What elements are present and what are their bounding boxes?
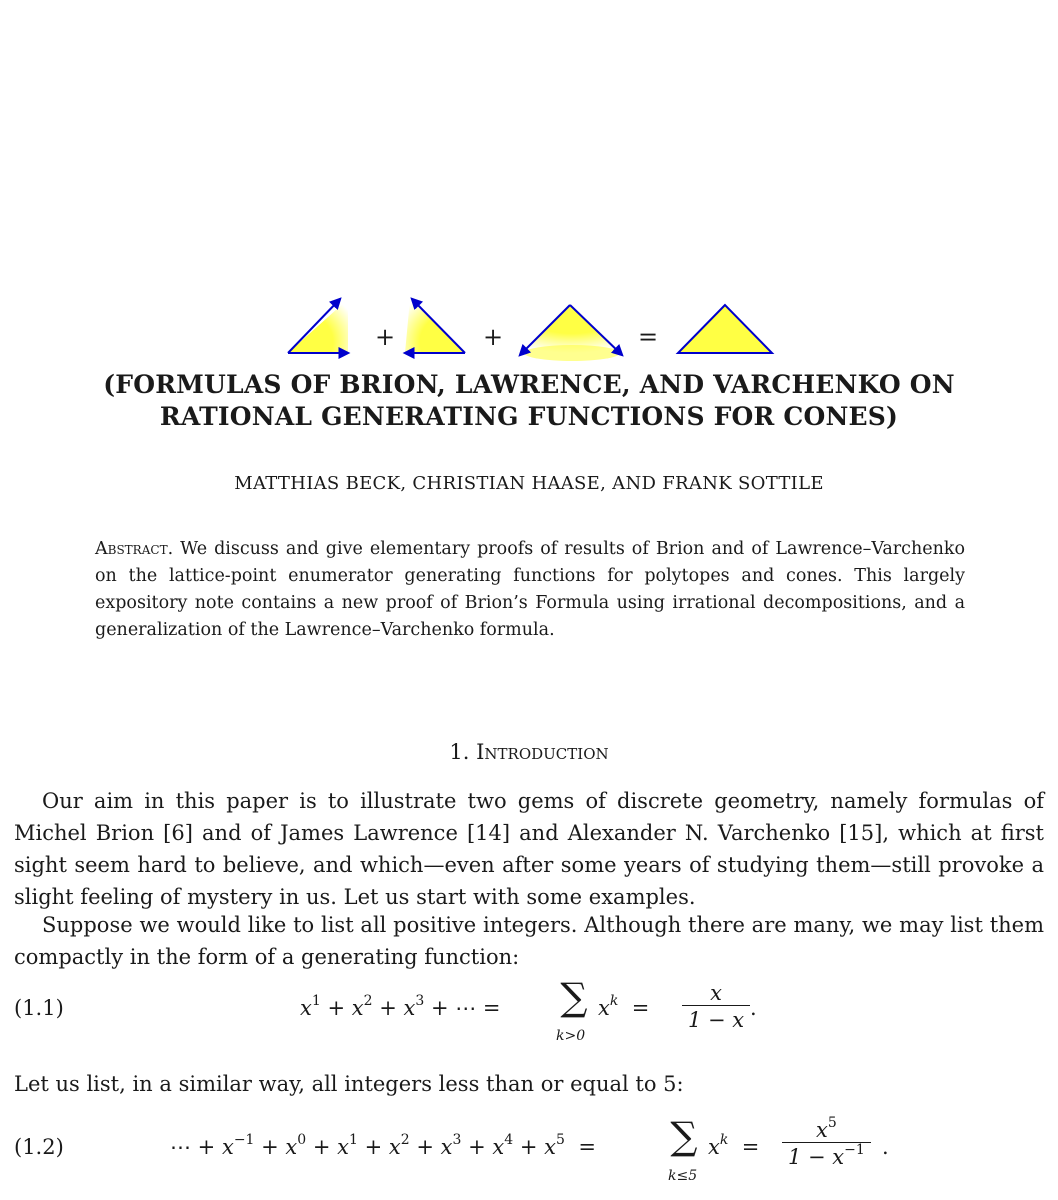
section-number: 1.: [449, 740, 470, 764]
plus-sign-1: +: [375, 323, 396, 351]
paragraph-2: Suppose we would like to list all positive integers. Although there are many, we may list them compactly in the form of a generating function:: [14, 913, 1044, 969]
abstract: [95, 536, 965, 644]
paper-title-line-2: RATIONAL GENERATING FUNCTIONS FOR CONES): [159, 402, 899, 431]
paper-title-line-1: (FORMULAS OF BRION, LAWRENCE, AND VARCHENKO ON: [103, 370, 955, 399]
equation-1-1: $x^1 + x^2 + x^3$ + ⋯ = ∑ k>0 $x^k$ = $\frac{x}{1 - x}$ .: [300, 975, 757, 1044]
section-title: Introduction: [476, 740, 609, 764]
abstract-text: We discuss and give elementary proofs of results of Brion and of Lawrence–Varchenko on the lattice-point enumerator generating functions for polytopes and cones. This largely expository note contains a new proof of Brion’s Formula using irrational decompositions, and a generalization of the Lawrence–Varchenko formula.: [95, 539, 965, 640]
cone-left-vertex: [288, 299, 348, 353]
author-list: MATTHIAS BECK, CHRISTIAN HAASE, AND FRANK SOTTILE: [234, 473, 824, 494]
abstract-heading: Abstract.: [95, 539, 174, 559]
equation-label-1-1: (1.1): [14, 996, 64, 1020]
fraction-numerator-1: x: [710, 981, 722, 1005]
cone-top-vertex: [520, 305, 622, 361]
fraction-denominator-2: 1 − x: [788, 1145, 845, 1169]
paragraph-3: Let us list, in a similar way, all integers less than or equal to 5:: [14, 1072, 684, 1096]
cones-banner-figure: [280, 295, 780, 365]
fraction-denominator-1: 1 − x: [682, 1005, 750, 1032]
paragraph-1: Our aim in this paper is to illustrate two gems of discrete geometry, namely formulas of Michel Brion [6] and of James Lawrence [14] and Alexander N. Varchenko [15], which at first sight seem hard to believe, and which—even after some years of studying them—still provoke a slight feeling of mystery in us. Let us start with some examples.: [14, 789, 1044, 909]
plus-sign-2: +: [483, 323, 504, 351]
equation-1-2: ⋯ + $x^{-1} + x^0 + x^1 + x^2 + x^3 + x^4 + x^5$ = ∑ k≤5 $x^k$ = $\frac{x^5}{1 - x^{-1}}$ .: [170, 1114, 889, 1184]
triangle-polytope: [678, 305, 772, 353]
fraction-numerator-2: x: [816, 1118, 828, 1142]
equation-label-1-2: (1.2): [14, 1135, 64, 1159]
sum-index-2: k≤5: [668, 1168, 698, 1184]
cone-right-vertex: [405, 299, 465, 353]
section-heading: [0, 740, 1058, 764]
numerator-exponent-2: 5: [827, 1115, 837, 1131]
denominator-exponent-2: −1: [844, 1142, 865, 1158]
equals-sign: =: [638, 323, 659, 351]
sum-index-1: k>0: [556, 1028, 586, 1044]
